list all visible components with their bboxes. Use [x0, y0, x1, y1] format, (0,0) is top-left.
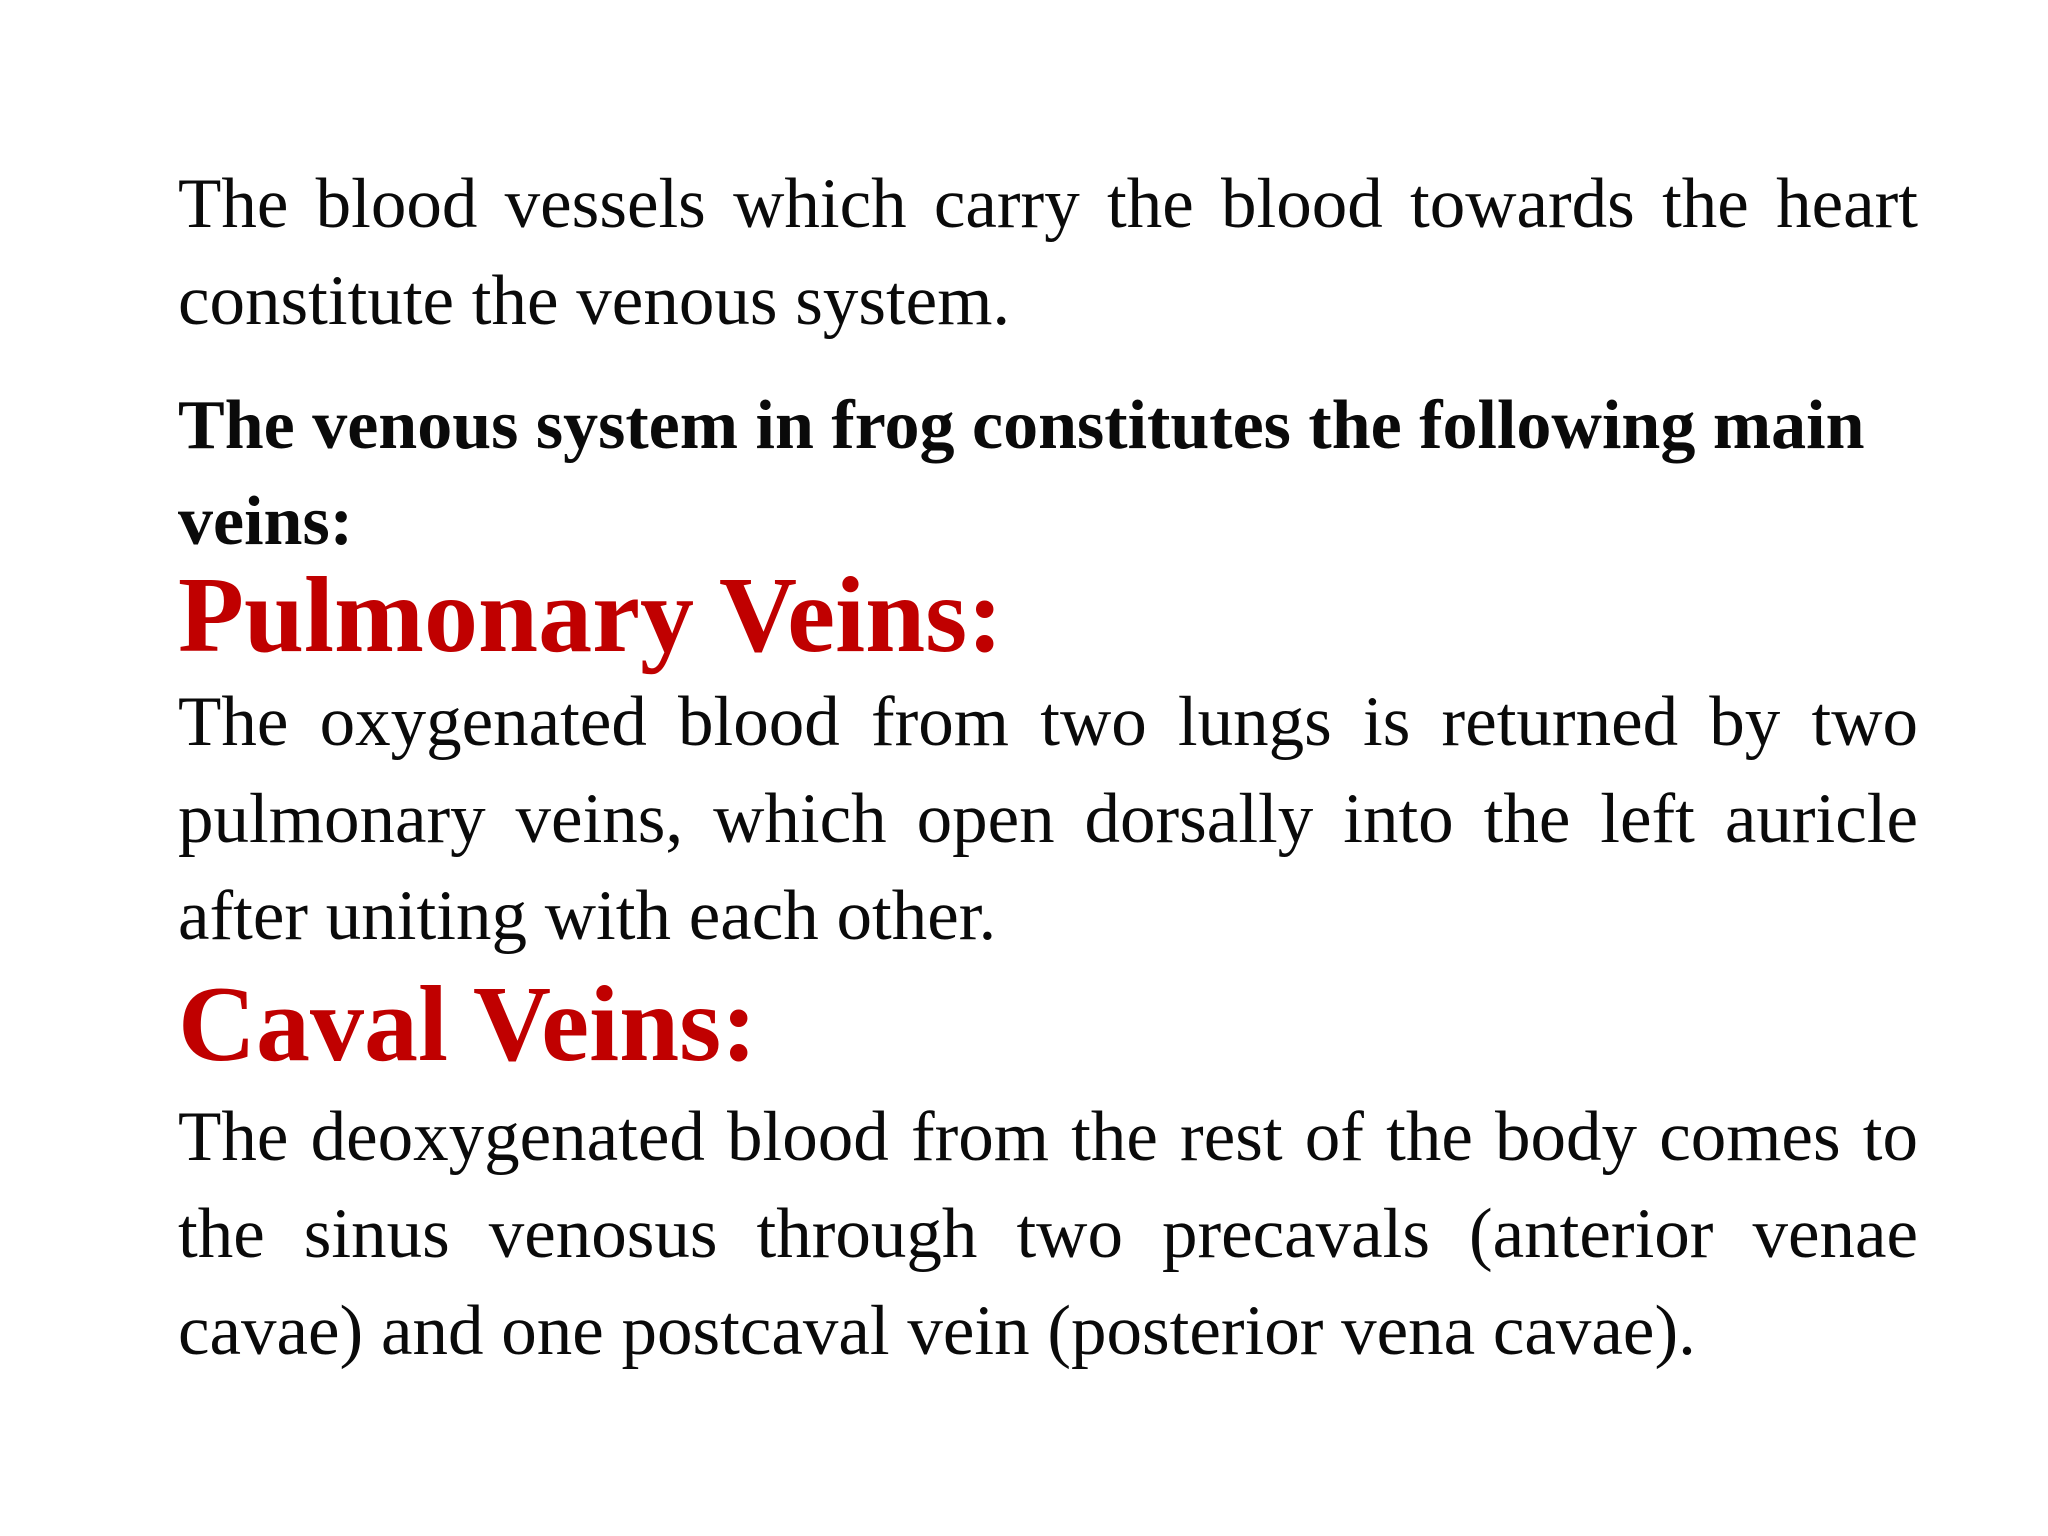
pulmonary-veins-paragraph: The oxygenated blood from two lungs is returned by two pulmonary veins, which open dorsally into the left auricle after uniting with each other. — [178, 683, 1918, 955]
intro-paragraph: The blood vessels which carry the blood towards the heart constitute the venous system. — [178, 165, 1918, 340]
pulmonary-veins-heading: Pulmonary Veins: — [178, 556, 1004, 675]
caval-veins-heading: Caval Veins: — [178, 965, 758, 1084]
lead-statement: The venous system in frog constitutes the following main veins: — [178, 387, 1865, 560]
caval-veins-paragraph: The deoxygenated blood from the rest of the body comes to the sinus venosus through two precavals (anterior venae cavae) and one postcaval vein (posterior vena cavae). — [178, 1098, 1918, 1370]
slide-content — [178, 156, 1918, 1380]
